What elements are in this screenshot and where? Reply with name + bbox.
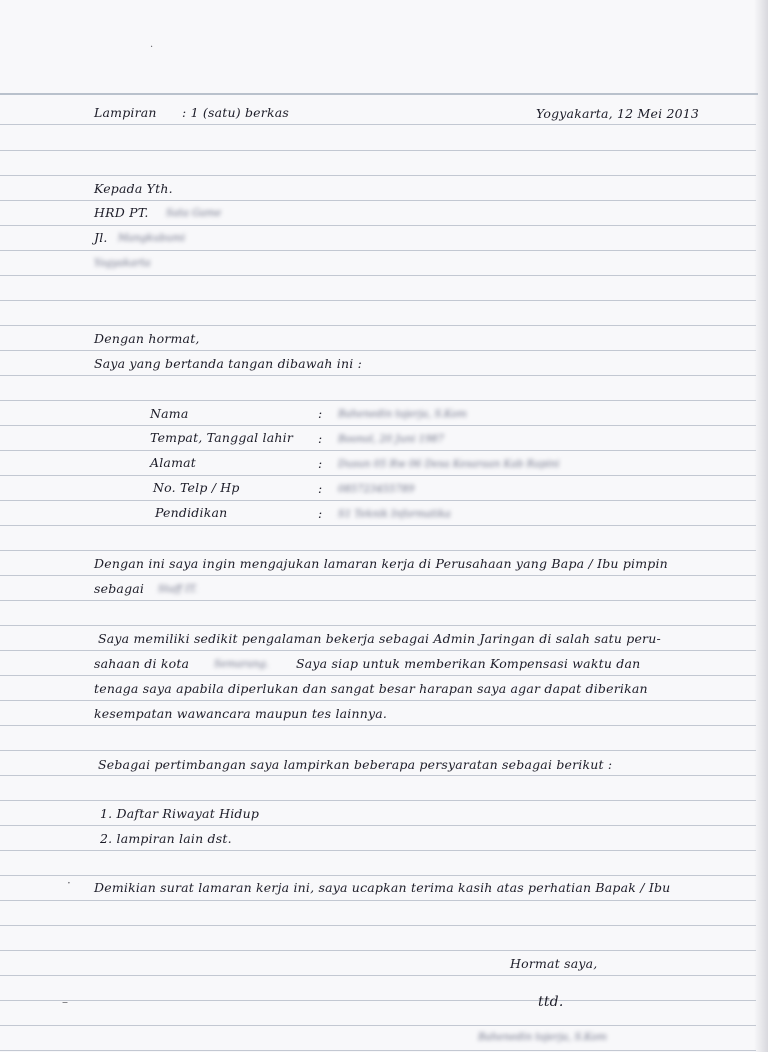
ruled-line: [0, 124, 756, 125]
field-separator: :: [318, 431, 323, 446]
closing-phrase: Hormat saya,: [510, 956, 598, 971]
field-label-birth: Tempat, Tanggal lahir: [150, 430, 294, 445]
closing-paragraph: Demikian surat lamaran kerja ini, saya ucapkan terima kasih atas perhatian Bapak / Ibu: [94, 880, 671, 895]
signer-name-redacted: Bahenedin tojerja, S.Kom: [478, 1032, 607, 1043]
ruled-line: [0, 900, 756, 901]
ruled-line: [0, 425, 756, 426]
intro-line: Saya yang bertanda tangan dibawah ini :: [94, 356, 363, 371]
para2-line2-suffix: Saya siap untuk memberikan Kompensasi waktu dan: [296, 656, 641, 671]
ruled-line: [0, 175, 756, 176]
recipient-company-prefix: HRD PT.: [94, 205, 149, 220]
para1-line1: Dengan ini saya ingin mengajukan lamaran kerja di Perusahaan yang Bapa / Ibu pimpin: [94, 556, 668, 571]
para2-line1: Saya memiliki sedikit pengalaman bekerja sebagai Admin Jaringan di salah satu peru-: [98, 631, 661, 646]
field-separator: :: [318, 406, 323, 421]
ruled-line: [0, 700, 756, 701]
attachment-item: 2. lampiran lain dst.: [100, 831, 232, 846]
ruled-line: [0, 300, 756, 301]
ruled-line: [0, 325, 756, 326]
attachment-value: : 1 (satu) berkas: [182, 105, 289, 120]
recipient-city-redacted: Yogyakarta: [94, 258, 151, 269]
ruled-line: [0, 250, 756, 251]
ruled-line: [0, 650, 756, 651]
ruled-line: [0, 625, 756, 626]
paper-edge-shadow: [754, 0, 768, 1052]
field-separator: :: [318, 481, 323, 496]
ruled-line: [0, 350, 756, 351]
field-label-education: Pendidikan: [155, 505, 228, 520]
recipient-street-prefix: Jl.: [94, 230, 108, 245]
field-value-phone-redacted: 085723455789: [338, 484, 415, 495]
ruled-line: [0, 375, 756, 376]
salutation: Dengan hormat,: [94, 331, 200, 346]
ruled-line: [0, 150, 756, 151]
field-label-address: Alamat: [150, 455, 197, 470]
place-date: Yogyakarta, 12 Mei 2013: [536, 106, 700, 121]
ruled-line: [0, 1050, 756, 1051]
ruled-line: [0, 825, 756, 826]
para2-line4: kesempatan wawancara maupun tes lainnya.: [94, 706, 388, 721]
field-value-education-redacted: S1 Teknik Informatika: [338, 509, 451, 520]
ruled-line: [0, 750, 756, 751]
ruled-line: [0, 500, 756, 501]
ruled-line: [0, 200, 756, 201]
ruled-line: [0, 1000, 756, 1001]
ruled-line: [0, 575, 756, 576]
field-separator: :: [318, 456, 323, 471]
ruled-line: [0, 450, 756, 451]
field-label-phone: No. Telp / Hp: [153, 480, 240, 495]
ruled-line: [0, 850, 756, 851]
ruled-line: [0, 675, 756, 676]
recipient-street-redacted: Mangkubumi: [118, 233, 186, 244]
ruled-line: [0, 800, 756, 801]
recipient-greeting: Kepada Yth.: [94, 181, 173, 196]
ruled-line: [0, 475, 756, 476]
para1-position-redacted: Staff IT.: [158, 584, 198, 595]
para2-line2-prefix: sahaan di kota: [94, 656, 190, 671]
ruled-line: [0, 225, 756, 226]
field-value-address-redacted: Dusun 05 Rw 06 Desa Kesaraan Kab Rapini: [338, 459, 560, 470]
ruled-line: [0, 725, 756, 726]
attachment-item: 1. Daftar Riwayat Hidup: [100, 806, 260, 821]
signature: ttd.: [538, 994, 564, 1010]
ruled-line: [0, 400, 756, 401]
field-label-name: Nama: [150, 406, 189, 421]
field-value-birth-redacted: Boonol, 20 Juni 1987: [338, 434, 445, 445]
pencil-dash-mark: –: [62, 995, 68, 1009]
field-separator: :: [318, 506, 323, 521]
ruled-line: [0, 600, 756, 601]
field-value-name-redacted: Bahenedin tojerja, S.Kom: [338, 409, 467, 420]
ruled-line: [0, 275, 756, 276]
ruled-line: [0, 950, 756, 951]
ruled-line: [0, 525, 756, 526]
recipient-company-redacted: Sata Game: [166, 208, 222, 219]
header-rule: [0, 93, 758, 95]
para2-city-redacted: Semarang.: [214, 659, 269, 670]
ruled-line: [0, 550, 756, 551]
pencil-dot-mark: ·: [67, 876, 71, 890]
attachment-label: Lampiran: [94, 105, 157, 120]
para3-line: Sebagai pertimbangan saya lampirkan beberapa persyaratan sebagai berikut :: [98, 757, 613, 772]
ruled-line: [0, 975, 756, 976]
ruled-line: [0, 1025, 756, 1026]
para2-line3: tenaga saya apabila diperlukan dan sangat besar harapan saya agar dapat diberikan: [94, 681, 648, 696]
ruled-line: [0, 775, 756, 776]
para1-line2-prefix: sebagai: [94, 581, 145, 596]
pencil-dot-mark: ·: [150, 42, 154, 53]
ruled-line: [0, 925, 756, 926]
ruled-line: [0, 875, 756, 876]
